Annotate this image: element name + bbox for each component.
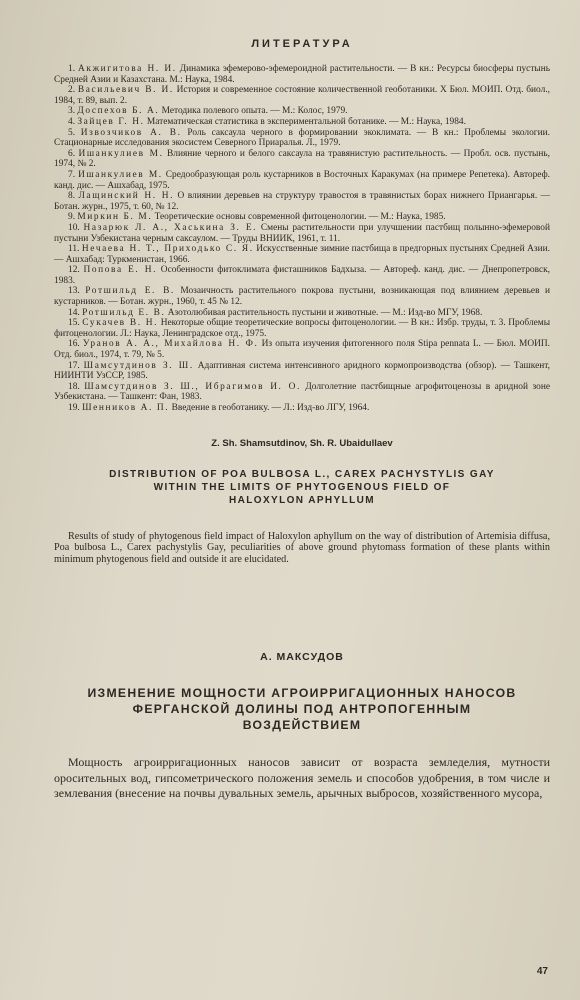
reference-text: История и современное состояние количественной геоботаники. Х Бюл. МОИП. Отд. биол., 1984, т. 89, вып. 2. [54, 85, 550, 106]
reference-number: 14. [68, 307, 80, 318]
reference-author: Шамсутдинов З. Ш., Ибрагимов И. О. [84, 381, 301, 392]
reference-text: Динамика эфемерово-эфемероидной растительности. — В кн.: Ресурсы биосферы пустынь Средней Азии и Казахстана. М.: Наука, 1984. [54, 64, 551, 85]
reference-text: Методика полевого опыта. — М.: Колос, 1979. [161, 106, 348, 117]
reference-item [54, 265, 550, 286]
reference-number: 10. [68, 222, 80, 233]
reference-author: Нечаева Н. Т., Приходько С. Я. [81, 244, 254, 255]
reference-item [54, 403, 550, 414]
english-title-line: WITHIN THE LIMITS OF PHYTOGENOUS FIELD OF [153, 481, 451, 493]
reference-item [54, 149, 550, 170]
english-title-line: DISTRIBUTION OF POA BULBOSA L., CAREX PACHYSTYLIS GAY [109, 468, 495, 480]
reference-text: Роль саксаула черного в формировании экоклимата. — В кн.: Проблемы экологии. Стационарные исследования экосистем Северного Приаралья. Л., 1979. [54, 127, 551, 149]
reference-author: Попова Е. Н. [83, 265, 158, 276]
reference-number: 8. [68, 191, 76, 202]
reference-author: Зайцев Г. Н. [77, 116, 145, 127]
reference-author: Извозчиков А. В. [80, 127, 182, 138]
reference-number: 12. [68, 265, 80, 276]
reference-author: Уранов А. А., Михайлова Н. Ф. [82, 339, 259, 350]
russian-title-line: ФЕРГАНСКОЙ ДОЛИНЫ ПОД АНТРОПОГЕННЫМ [132, 702, 472, 717]
reference-item [54, 128, 550, 149]
reference-author: Доспехов Б. А. [77, 106, 160, 117]
reference-text: Мозаичность растительного покрова пустыни, возникающая под влиянием деревьев и кустарников. — Ботан. журн., 1960, т. 45 № 12. [54, 286, 551, 308]
reference-author: Шамсутдинов З. Ш. [83, 360, 194, 371]
reference-item [54, 117, 550, 128]
reference-text: Искусственные зимние пастбища в предгорных пустынях Средней Азии. — Ашхабад: Туркменистан, 1966. [54, 244, 550, 265]
reference-author: Акжигитова Н. И. [78, 64, 177, 74]
reference-item [54, 308, 550, 319]
reference-text: Введение в геоботанику. — Л.: Изд-во ЛГУ, 1964. [171, 403, 370, 413]
reference-number: 17. [68, 360, 80, 371]
reference-number: 3. [68, 106, 76, 117]
russian-title-line: ВОЗДЕЙСТВИЕМ [242, 718, 362, 733]
russian-title-line: ИЗМЕНЕНИЕ МОЩНОСТИ АГРОИРРИГАЦИОННЫХ НАНОСОВ [87, 686, 517, 701]
reference-item [54, 170, 550, 191]
english-abstract: Results of study of phytogenous field impact of Haloxylon aphyllum on the way of distribution of Artemisia diffusa, Poa bulbosa L., Carex pachystylis Gay, peculiarities of above ground phytomass formation of these plants within minimum phytogenous field and outside it are elucidated. [54, 530, 550, 565]
reference-number: 5. [68, 127, 76, 138]
reference-number: 18. [68, 381, 80, 392]
reference-item [54, 286, 550, 307]
english-title-line: HALOXYLON APHYLLUM [229, 494, 375, 506]
reference-item [54, 223, 550, 244]
reference-item [54, 361, 550, 382]
reference-text: Адаптивная система интенсивного аридного кормопроизводства (обзор). — Ташкент, НИИНТИ УзССР, 1985. [54, 360, 551, 382]
english-article-title [54, 468, 550, 507]
reference-text: Теоретические основы современной фитоценологии. — М.: Наука, 1985. [154, 212, 446, 223]
russian-article-body: Мощность агроирригационных наносов зависит от возраста земледелия, мутности оросительных вод, гипсометрического положения земель и способов удобрения, в том числе и землевания (внесение на почвы дувальных земель, арычных выбросов, хозяйственного мусора, [54, 755, 550, 801]
reference-number: 11. [68, 244, 80, 255]
reference-text: Из опыта изучения фитогенного поля Stipa pennata L. — Бюл. МОИП. Отд. биол., 1974, т. 79, № 5. [54, 339, 551, 361]
reference-text: Смены растительности при улучшении пастбищ полынно-эфемеровой пустыни Узбекистана черным саксаулом. — Труды ВНИИК, 1961, т. 11. [54, 222, 550, 244]
reference-number: 15. [68, 318, 80, 329]
reference-item [54, 244, 550, 265]
reference-number: 9. [68, 212, 76, 223]
reference-author: Сукачев В. Н. [82, 318, 159, 329]
reference-item [54, 318, 550, 339]
reference-item [54, 191, 550, 212]
reference-number: 7. [68, 169, 76, 180]
reference-text: Влияние черного и белого саксаула на травянистую растительность. — Пробл. осв. пустынь, 1974, № 2. [54, 148, 550, 170]
reference-list [54, 64, 550, 414]
russian-article-author: А. МАКСУДОВ [260, 651, 344, 664]
reference-author: Ротшильд Е. В. [85, 286, 175, 297]
reference-text: Азотолюбивая растительность пустыни и животные. — М.: Изд-во МГУ, 1968. [167, 307, 483, 318]
reference-author: Ишанкулиев М. [78, 148, 164, 159]
reference-author: Васильевич В. И. [77, 85, 174, 96]
page-number: 47 [536, 966, 548, 977]
reference-text: Средообразующая роль кустарников в Восточных Каракумах (на примере Репетека). Автореф. канд. дис. — Ашхабад, 1975. [54, 169, 550, 191]
reference-item [54, 64, 550, 85]
reference-author: Миркин Б. М. [77, 212, 153, 223]
reference-number: 2. [68, 85, 76, 96]
reference-author: Лащинский Н. Н. [78, 191, 175, 202]
reference-text: Особенности фитоклимата фисташников Бадхыза. — Автореф. канд. дис. — Днепропетровск, 1983. [54, 265, 550, 286]
reference-text: Долголетние пастбищные агрофитоценозы в аридной зоне Узбекистана. — Ташкент: Фан, 1983. [54, 381, 550, 403]
reference-number: 4. [68, 116, 76, 127]
reference-author: Назарюк Л. А., Хаськина З. Е. [83, 222, 258, 233]
literature-heading: ЛИТЕРАТУРА [251, 38, 353, 50]
reference-number: 6. [68, 148, 76, 159]
reference-item [54, 85, 550, 106]
reference-item [54, 212, 550, 223]
reference-number: 13. [68, 286, 80, 297]
english-article-authors: Z. Sh. Shamsutdinov, Sh. R. Ubaidullaev [211, 437, 393, 449]
russian-article-title [54, 685, 550, 733]
reference-author: Ишанкулиев М. [78, 169, 163, 180]
reference-number: 16. [68, 339, 80, 350]
reference-author: Шенников А. П. [82, 403, 170, 413]
reference-text: Математическая статистика в экспериментальной ботанике. — М.: Наука, 1984. [146, 116, 466, 127]
reference-text: О влиянии деревьев на структуру травостоя в травянистых борах нижнего Приангарья. — Ботан. журн., 1975, т. 60, № 12. [54, 191, 550, 212]
reference-item [54, 106, 550, 117]
reference-number: 19. [68, 403, 80, 413]
reference-author: Ротшильд Е. В. [82, 307, 166, 318]
reference-item [54, 339, 550, 360]
reference-text: Некоторые общие теоретические вопросы фитоценологии. — В кн.: Избр. труды, т. 3. Проблемы фитоценологии. Л.: Наука, Ленинградское отд., 1975. [54, 318, 551, 339]
reference-number: 1. [68, 64, 76, 74]
reference-item [54, 382, 550, 403]
